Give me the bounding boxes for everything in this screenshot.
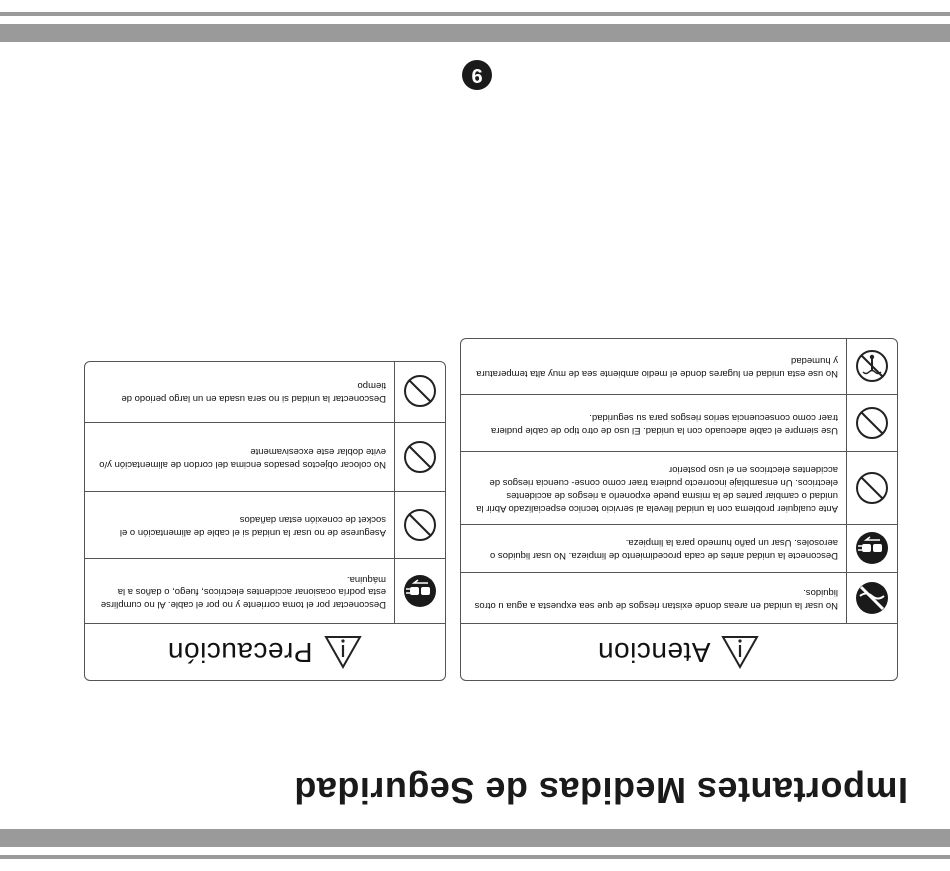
precaucion-row xyxy=(85,361,445,422)
prohibited-icon xyxy=(402,439,438,475)
page-number: 9 xyxy=(462,60,492,90)
atencion-heading: Atencion xyxy=(597,637,711,668)
unplug-icon xyxy=(854,531,890,567)
atencion-row xyxy=(461,338,897,394)
prohibited-icon xyxy=(402,507,438,543)
atencion-card xyxy=(460,338,898,681)
precaucion-row xyxy=(85,422,445,491)
atencion-header xyxy=(461,623,897,680)
precaucion-card xyxy=(84,361,446,681)
atencion-row-text: Ante cualquier problema con la unidad llevela al servicio tecnico especializado Abrir la unidad o cambiar partes de la misma puede exponerlo a riesgos de accidentes electricos. Un ensamblaje incorrecto pudiera traer como conse- cuencia riesgos de accidentes electricos en el uso posterior xyxy=(476,464,838,514)
precaucion-row-text: Asegurese de no usar la unidad si el cable de alimentación o el socket de conexión estan dañados xyxy=(119,514,386,538)
prohibited-icon xyxy=(854,405,890,441)
page-title: Importantes Medidas de Seguridad xyxy=(293,770,908,811)
warning-triangle-icon xyxy=(720,634,760,670)
atencion-row xyxy=(461,451,897,524)
footer-thin-rule xyxy=(0,12,950,16)
no-humidity-icon xyxy=(854,348,890,384)
atencion-row-text: No use esta unidad en lugares donde el medio ambiente sea de muy alta temperatura y humedad xyxy=(476,355,838,379)
precaucion-row-text: Desconectar por el toma corriente y no por el cable. Al no cumplirse esta podría ocasionar accidentes electricos, fuego, o daños a la máquina. xyxy=(100,573,386,611)
atencion-row-text: Desconecte la unidad antes de cada procedimiento de limpieza. No usar liquidos o aerosoles. Usar un paño humedo para la limpieza. xyxy=(489,537,838,562)
unplug-icon xyxy=(402,573,438,609)
header-thin-rule xyxy=(0,855,950,859)
atencion-row-text: Use siempre el cable adecuado con la unidad. El uso de otro tipo de cable pudiera traer como consecuencia serios riesgos para su seguridad. xyxy=(491,412,838,436)
no-water-icon xyxy=(854,580,890,616)
precaucion-heading: Precaución xyxy=(167,637,313,668)
atencion-row xyxy=(461,524,897,572)
warning-triangle-icon xyxy=(323,634,363,670)
atencion-row-text: No usar la unidad en areas donde existan riesgos de que sea expuesta a agua u otros liquidos. xyxy=(474,587,838,611)
precaucion-row-text: No colocar objectos pesados encima del cordon de alimentación y/o evite doblar este excesivamente xyxy=(99,446,386,470)
atencion-row xyxy=(461,572,897,623)
atencion-row xyxy=(461,394,897,451)
prohibited-icon xyxy=(402,373,438,409)
header-thick-rule xyxy=(0,829,950,847)
footer-thick-rule xyxy=(0,24,950,42)
prohibited-icon xyxy=(854,470,890,506)
precaucion-header xyxy=(85,623,445,680)
precaucion-row-text: Desconectar la unidad si no sera usada en un largo periodo de tiempo xyxy=(121,380,386,404)
precaucion-row xyxy=(85,558,445,623)
precaucion-row xyxy=(85,491,445,558)
